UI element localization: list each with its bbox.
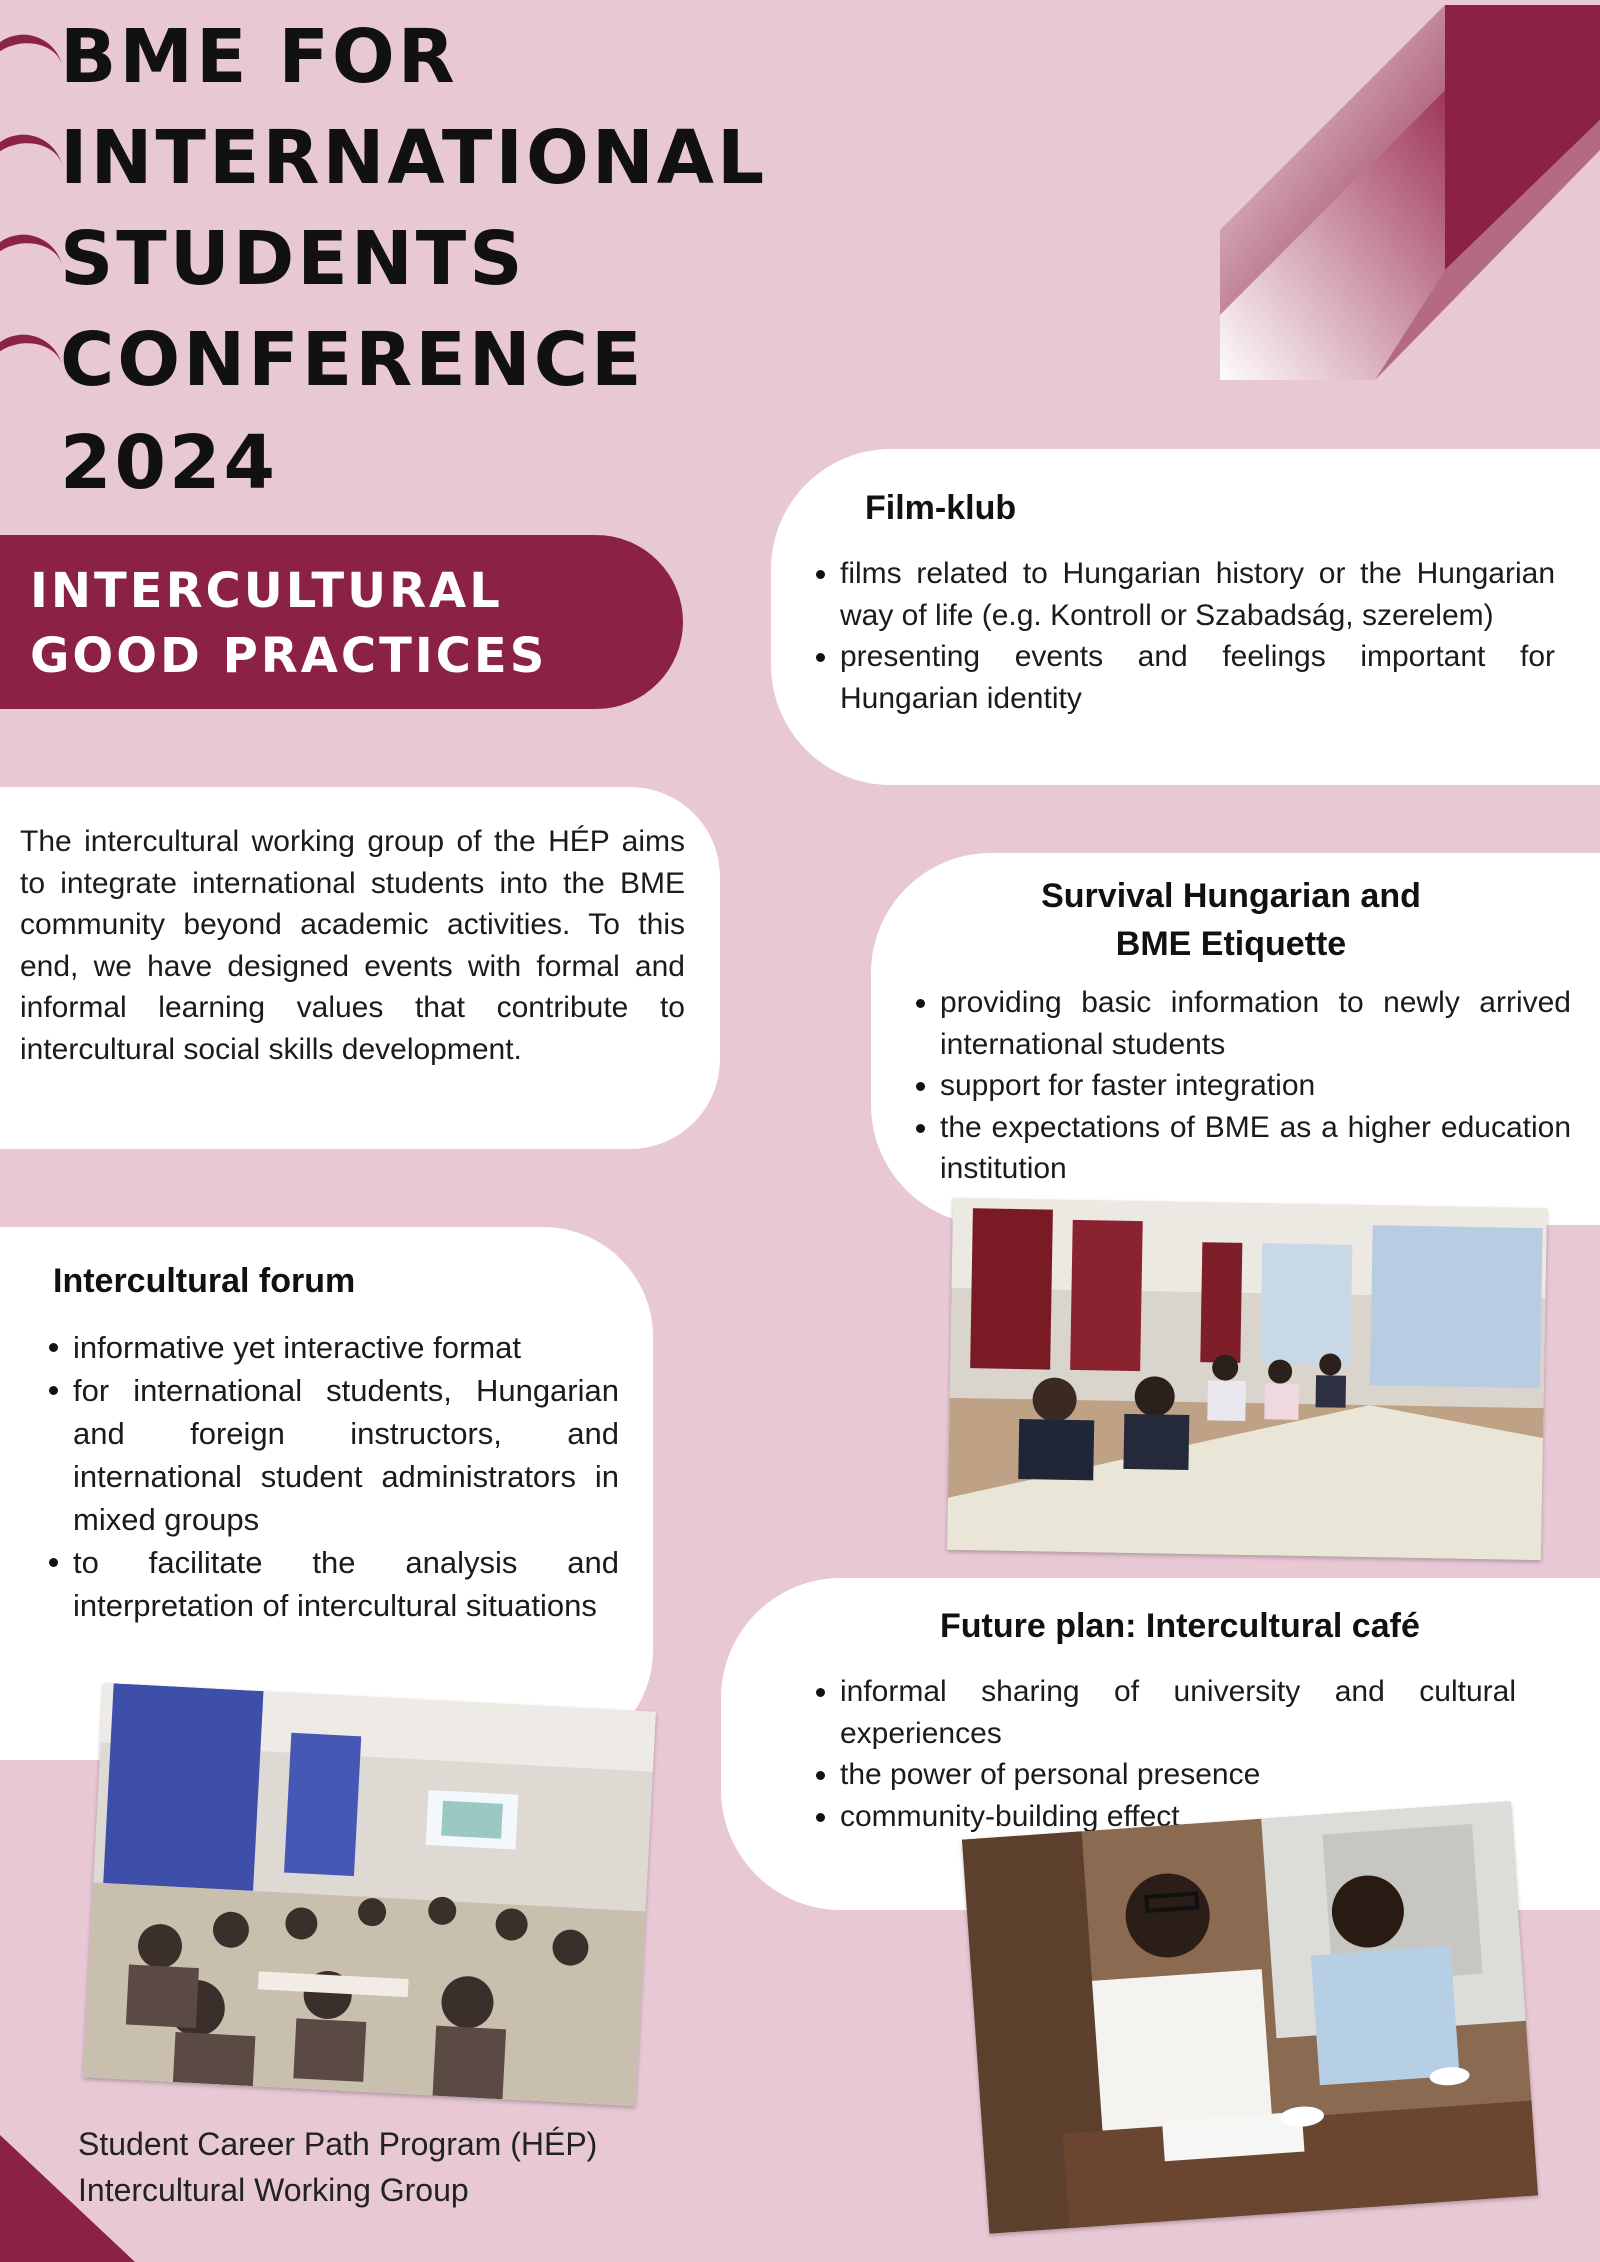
footer-line: Intercultural Working Group <box>78 2172 469 2208</box>
list-item: the expectations of BME as a higher education institution <box>916 1107 1571 1190</box>
swoosh-decoration <box>0 127 64 192</box>
forum-card <box>0 1227 653 1760</box>
title-line: INTERNATIONAL <box>60 115 768 201</box>
banner-line: GOOD PRACTICES <box>30 628 548 684</box>
list-item: support for faster integration <box>916 1065 1571 1107</box>
forum-list <box>49 1326 619 1627</box>
film-klub-list <box>816 553 1555 719</box>
classroom-photo <box>947 1198 1547 1560</box>
list-item: to facilitate the analysis and interpretation of intercultural situations <box>49 1541 619 1627</box>
section-banner <box>0 535 683 709</box>
title-line: CONFERENCE <box>60 317 645 403</box>
cafe-photo <box>962 1801 1538 2233</box>
footer-line: Student Career Path Program (HÉP) <box>78 2126 598 2162</box>
banner-line: INTERCULTURAL <box>30 563 503 619</box>
intro-card <box>0 787 720 1149</box>
swoosh-decoration <box>0 327 64 392</box>
list-item: for international students, Hungarian and foreign instructors, and international student administrators in mixed groups <box>49 1369 619 1541</box>
ribbon-decoration <box>1215 0 1600 385</box>
survival-list <box>916 982 1571 1190</box>
survival-title-line: BME Etiquette <box>1115 925 1347 963</box>
survival-card <box>871 853 1600 1225</box>
list-item: community-building effect <box>816 1796 1516 1838</box>
list-item: films related to Hungarian history or the Hungarian way of life (e.g. Kontroll or Szabadság, szerelem) <box>816 553 1555 636</box>
film-klub-card <box>771 449 1600 785</box>
list-item: providing basic information to newly arrived international students <box>916 982 1571 1065</box>
swoosh-decoration <box>0 227 64 292</box>
list-item: the power of personal presence <box>816 1754 1516 1796</box>
list-item: presenting events and feelings important for Hungarian identity <box>816 636 1555 719</box>
cafe-title: Future plan: Intercultural café <box>940 1607 1420 1645</box>
film-klub-title: Film-klub <box>865 489 1017 527</box>
lecture-hall-photo <box>83 1683 656 2106</box>
survival-title-line: Survival Hungarian and <box>1041 877 1421 915</box>
list-item: informal sharing of university and cultural experiences <box>816 1671 1516 1754</box>
intro-text: The intercultural working group of the HÉP aims to integrate international students into the BME community beyond academic activities. To this end, we have designed events with formal and informal learning values that contribute to intercultural social skills development. <box>20 825 685 1066</box>
title-line: 2024 <box>60 420 278 506</box>
title-line: BME FOR <box>60 14 458 100</box>
swoosh-decoration <box>0 27 64 92</box>
list-item: informative yet interactive format <box>49 1326 619 1369</box>
forum-title: Intercultural forum <box>53 1262 356 1300</box>
title-line: STUDENTS <box>60 216 526 302</box>
